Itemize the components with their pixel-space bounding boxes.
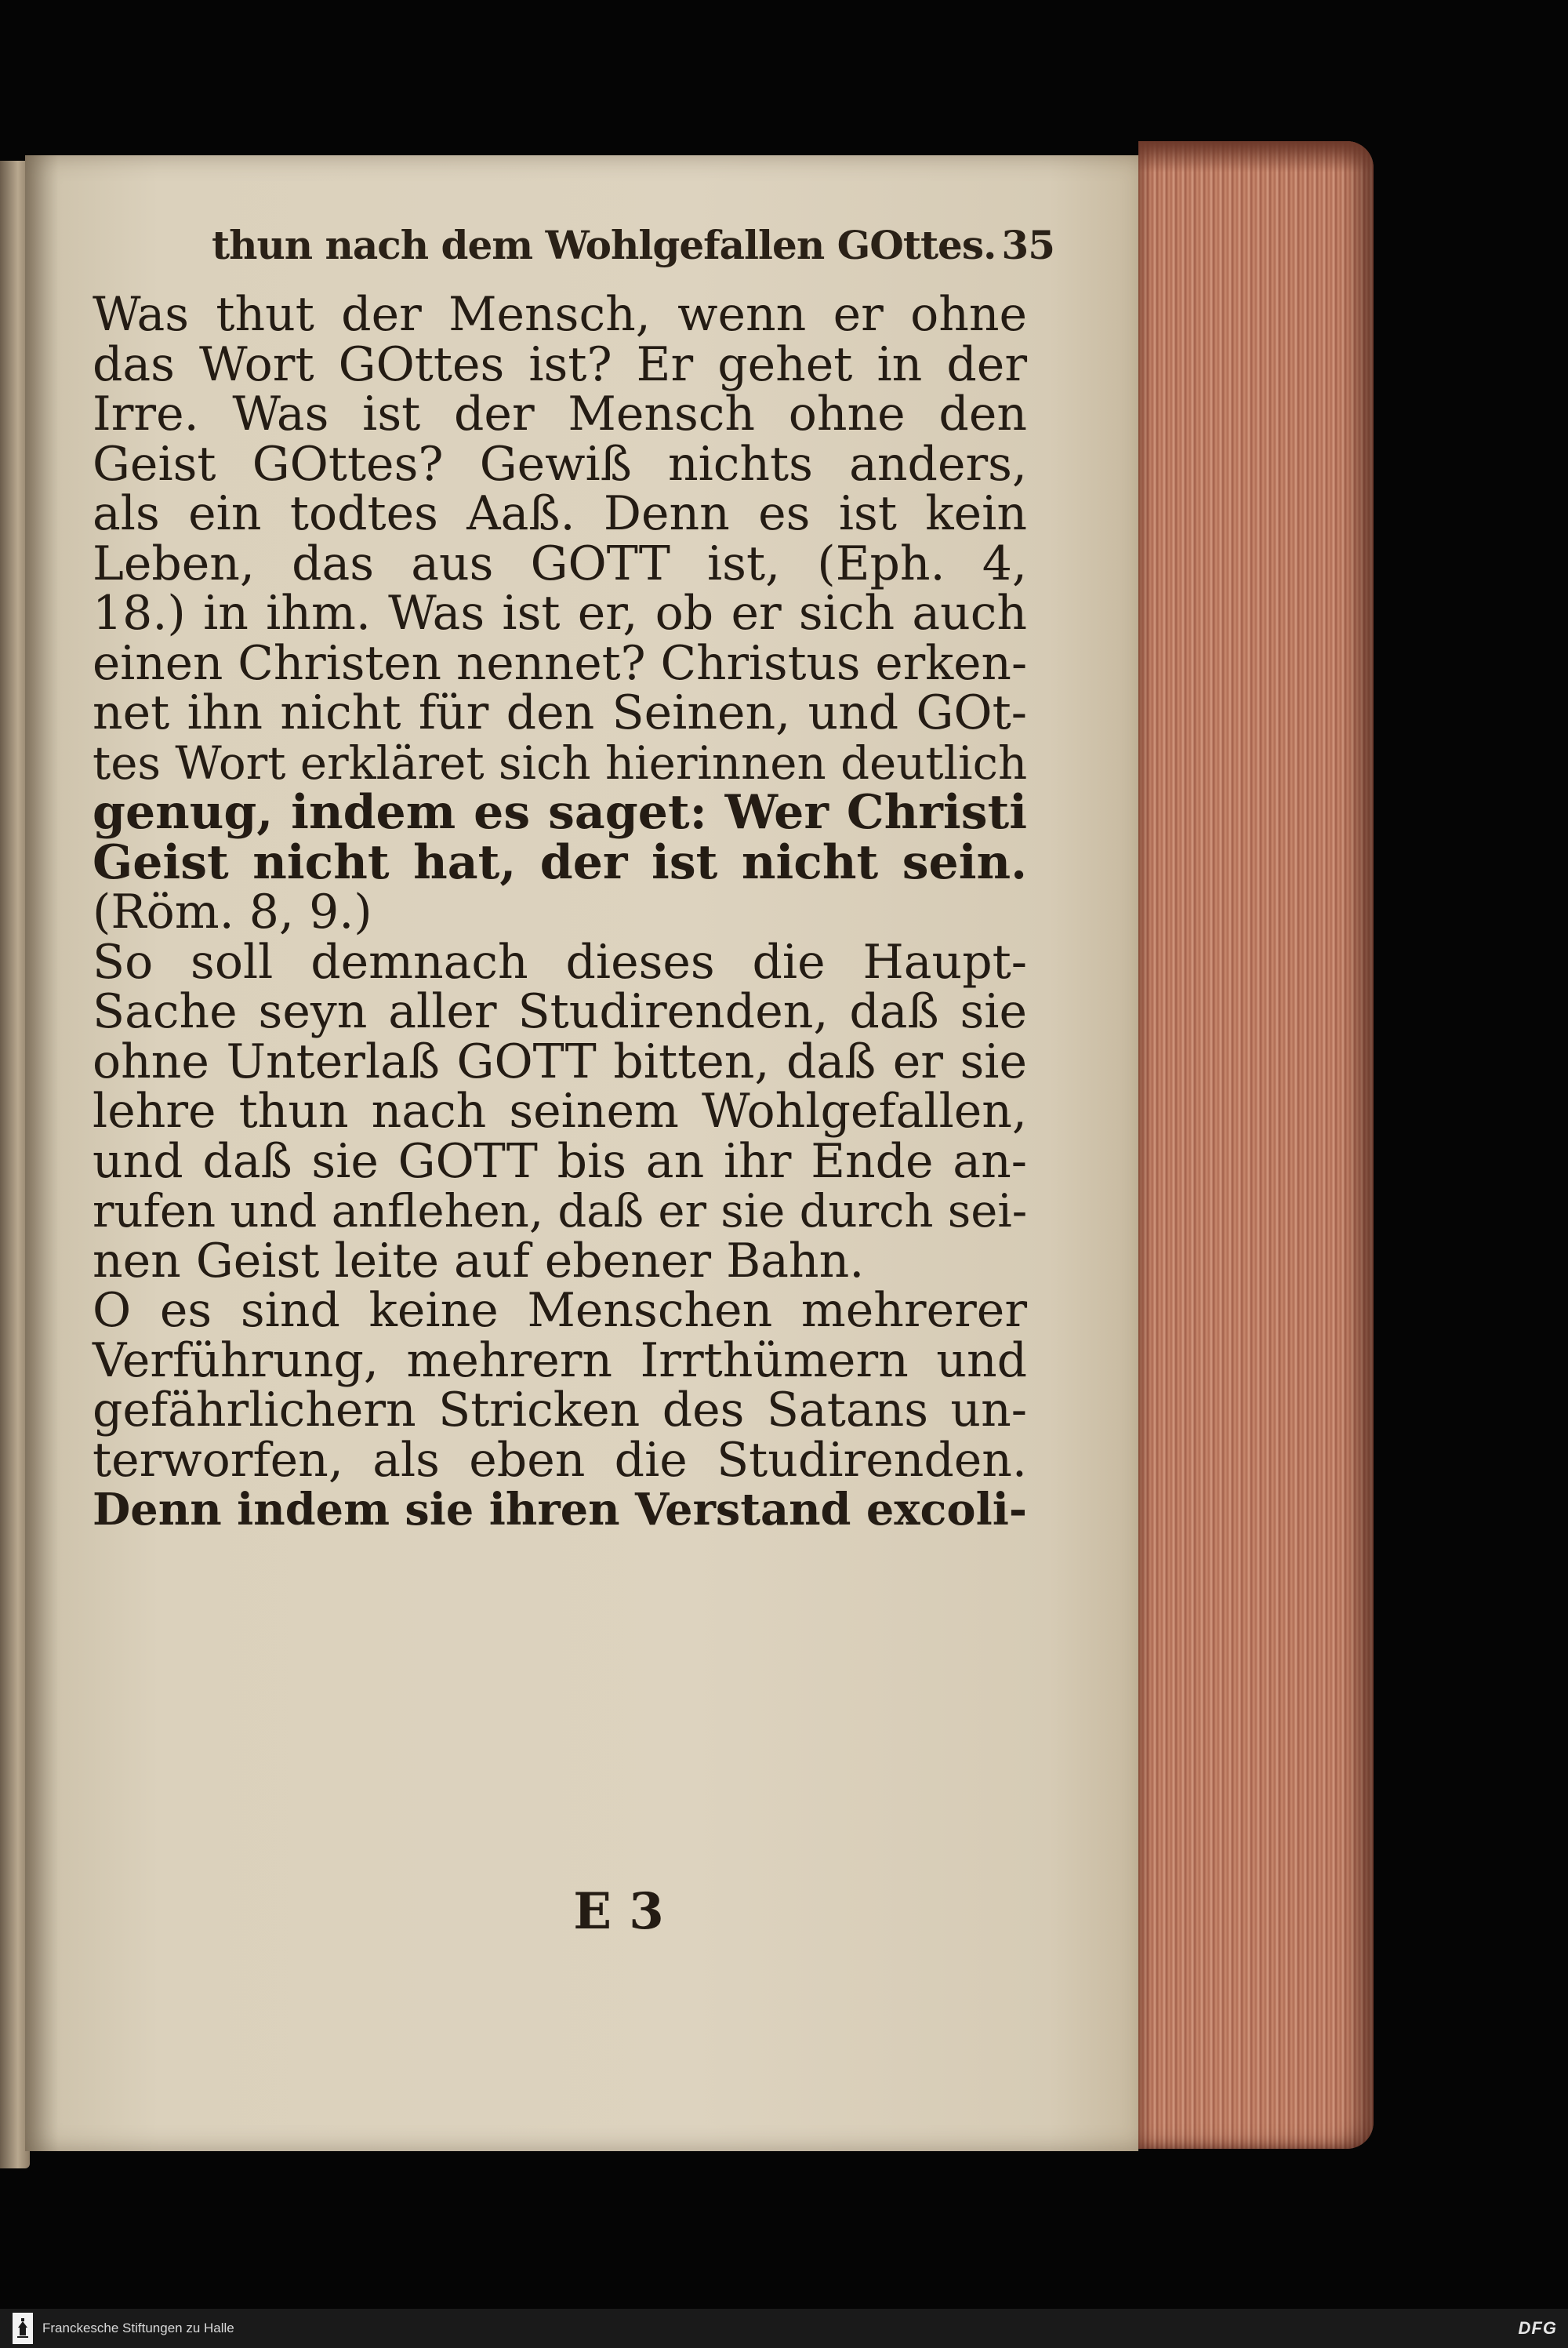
text-line: Sache seyn aller Studirenden, daß sie — [93, 984, 1027, 1039]
text-line: Was thut der Mensch, wenn er ohne — [93, 287, 1027, 342]
text-line: Geist nicht hat, der ist nicht sein. — [93, 834, 1027, 890]
text-line: Irre. Was ist der Mensch ohne den — [93, 387, 1027, 442]
running-head: thun nach dem Wohlgefallen GOttes. — [212, 221, 996, 268]
text-line: (Röm. 8, 9.) — [93, 885, 372, 940]
page-edges — [1138, 141, 1374, 2149]
page-header — [212, 213, 1054, 276]
text-line: und daß sie GOTT bis an ihr Ende an- — [93, 1133, 1027, 1189]
viewer-footer-bar — [0, 2309, 1568, 2348]
text-line: einen Christen nennet? Christus erken- — [93, 636, 1028, 691]
text-line: tes Wort erkläret sich hierinnen deutlich — [93, 736, 1028, 790]
page-number: 35 — [1001, 221, 1054, 268]
institution-logo-icon — [13, 2313, 33, 2344]
text-line: Geist GOttes? Gewiß nichts anders, — [93, 436, 1027, 492]
text-line: als ein todtes Aaß. Denn es ist kein — [93, 486, 1027, 541]
text-line: Denn indem sie ihren Verstand excoli- — [93, 1485, 1027, 1536]
text-line: net ihn nicht für den Seinen, und GOt- — [93, 685, 1027, 740]
institution-name: Franckesche Stiftungen zu Halle — [42, 2321, 234, 2335]
text-line: 18.) in ihm. Was ist er, ob er sich auch — [93, 586, 1027, 641]
text-line: gefährlichern Stricken des Satans un- — [93, 1383, 1027, 1438]
signature-mark: E 3 — [573, 1882, 664, 1941]
text-line: So soll demnach dieses die Haupt- — [93, 934, 1027, 990]
text-line: das Wort GOttes ist? Er gehet in der — [93, 336, 1027, 392]
text-line: genug, indem es saget: Wer Christi — [93, 785, 1027, 840]
text-line: Verführung, mehrern Irrthümern und — [93, 1332, 1027, 1388]
text-line: nen Geist leite auf ebener Bahn. — [93, 1233, 865, 1288]
text-line: rufen und anflehen, daß er sie durch sei- — [93, 1185, 1028, 1238]
page-signature — [93, 1882, 1027, 1941]
dfg-logo: DFG — [1518, 2318, 1557, 2338]
text-line: O es sind keine Menschen mehrerer — [93, 1283, 1027, 1338]
body-text — [93, 287, 1028, 1536]
text-line: Leben, das aus GOTT ist, (Eph. 4, — [93, 536, 1027, 591]
text-line: terworfen, als eben die Studirenden. — [93, 1432, 1027, 1488]
text-line: lehre thun nach seinem Wohlgefallen, — [93, 1084, 1027, 1139]
text-line: ohne Unterlaß GOTT bitten, daß er sie — [93, 1034, 1027, 1089]
